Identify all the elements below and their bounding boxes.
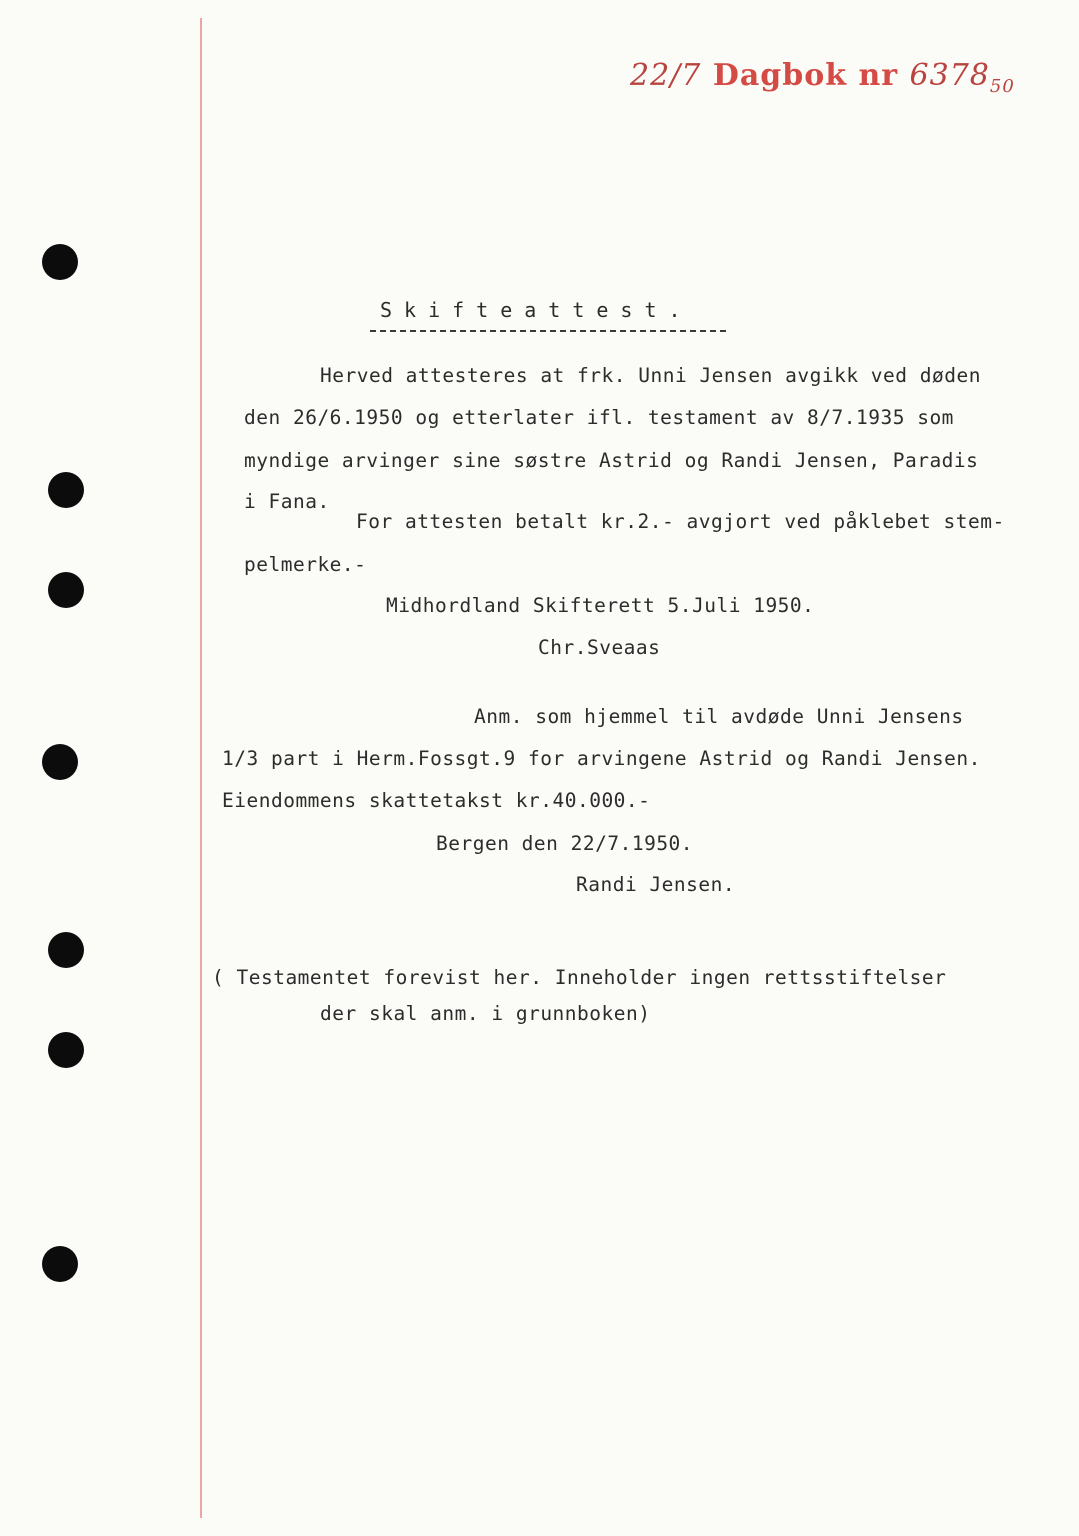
paragraph1-line2: den 26/6.1950 og etterlater ifl. testament av 8/7.1935 som — [244, 406, 954, 429]
court-line: Midhordland Skifterett 5.Juli 1950. — [386, 594, 815, 617]
dagbok-stamp — [630, 58, 1015, 97]
annotation-line3: Eiendommens skattetakst kr.40.000.- — [222, 789, 651, 812]
signature-jensen: Randi Jensen. — [576, 873, 736, 896]
stamp-date: 22/7 — [630, 58, 702, 93]
margin-rule — [200, 18, 202, 1518]
punch-hole-5 — [48, 932, 84, 968]
stamp-year: 50 — [989, 76, 1015, 97]
place-date: Bergen den 22/7.1950. — [436, 832, 694, 855]
signature-sveaas: Chr.Sveaas — [538, 636, 661, 659]
punch-hole-6 — [48, 1032, 84, 1068]
stamp-number: 6378 — [909, 58, 990, 93]
stamp-label: Dagbok nr — [712, 58, 899, 93]
paragraph1-line4: i Fana. — [244, 490, 330, 513]
punch-hole-4 — [42, 744, 78, 780]
paragraph2-line2: pelmerke.- — [244, 553, 367, 576]
annotation-line1: Anm. som hjemmel til avdøde Unni Jensens — [474, 705, 964, 728]
punch-hole-2 — [48, 472, 84, 508]
document-title: Skifteattest. — [380, 298, 693, 322]
paragraph1-line3: myndige arvinger sine søstre Astrid og Randi Jensen, Paradis — [244, 449, 979, 472]
punch-hole-1 — [42, 244, 78, 280]
note-line1: ( Testamentet forevist her. Inneholder ingen rettsstiftelser — [212, 966, 947, 989]
punch-hole-7 — [42, 1246, 78, 1282]
paragraph2-line1: For attesten betalt kr.2.- avgjort ved påklebet stem- — [356, 510, 1005, 533]
title-underline — [370, 330, 726, 332]
punch-hole-3 — [48, 572, 84, 608]
annotation-line2: 1/3 part i Herm.Fossgt.9 for arvingene Astrid og Randi Jensen. — [222, 747, 981, 770]
note-line2: der skal anm. i grunnboken) — [320, 1002, 651, 1025]
paragraph1-line1: Herved attesteres at frk. Unni Jensen avgikk ved døden — [320, 364, 981, 387]
